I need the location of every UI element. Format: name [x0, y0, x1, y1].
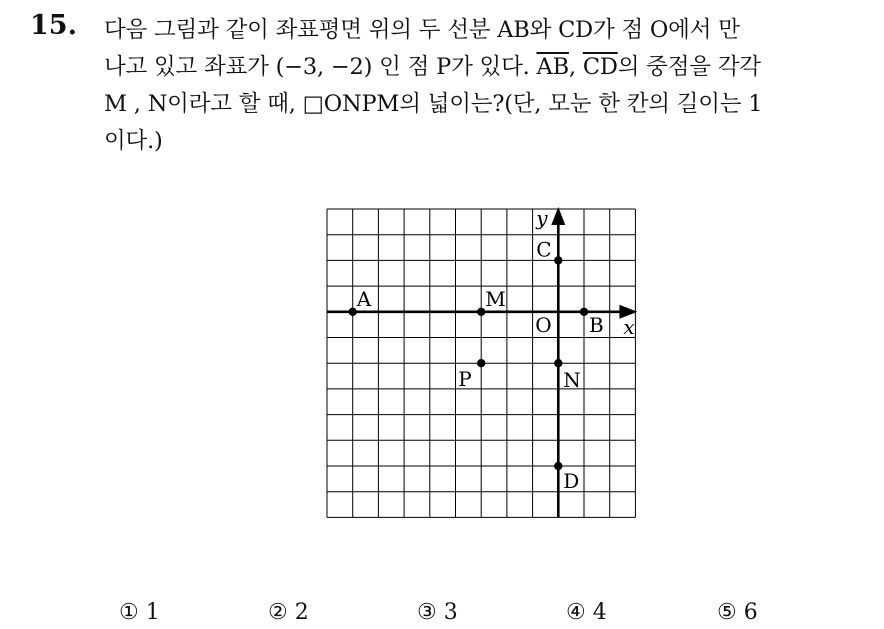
- choice-4-mark: ④: [566, 600, 586, 625]
- point-d-label: D: [563, 469, 580, 493]
- choice-4[interactable]: [566, 600, 607, 625]
- question-line-4: 이다.): [104, 128, 163, 154]
- point-n-dot: [554, 359, 562, 367]
- question-number: 15.: [30, 10, 77, 41]
- point-p-dot: [477, 359, 485, 367]
- choice-3-mark: ③: [417, 600, 437, 625]
- question-line-2-end: 의 중점을 각각: [617, 54, 761, 80]
- choice-2-value: 2: [294, 600, 309, 625]
- choice-1-mark: ①: [119, 600, 139, 625]
- point-a-dot: [349, 308, 357, 316]
- point-o-label: O: [535, 312, 552, 337]
- choice-4-value: 4: [592, 600, 607, 625]
- choice-5-mark: ⑤: [717, 600, 737, 625]
- choice-3-value: 3: [443, 600, 458, 625]
- choice-1-value: 1: [145, 600, 160, 625]
- choice-3[interactable]: [417, 600, 458, 625]
- question-line-1: 다음 그림과 같이 좌표평면 위의 두 선분 AB와 CD가 점 O에서 만: [104, 17, 740, 43]
- point-c-dot: [554, 256, 562, 264]
- y-axis-arrow: [551, 207, 565, 225]
- choice-1[interactable]: [119, 600, 160, 625]
- question-line-2-start: 나고 있고 좌표가 (−3, −2) 인 점 P가 있다.: [104, 54, 537, 80]
- choice-5-value: 6: [743, 600, 758, 625]
- segment-ab: $\overline{AB}$: [536, 54, 569, 80]
- point-m-dot: [477, 308, 485, 316]
- question-line-3: M , N이라고 할 때, □ONPM의 넓이는?(단, 모눈 한 칸의 길이는 1: [104, 91, 763, 117]
- point-m-label: M: [485, 286, 506, 311]
- point-n-label: N: [563, 368, 581, 393]
- point-b-dot: [580, 308, 588, 316]
- choice-2-mark: ②: [268, 600, 288, 625]
- choice-5[interactable]: [717, 600, 758, 625]
- point-c-label: C: [536, 237, 552, 262]
- segment-cd: $\overline{CD}$: [582, 54, 618, 80]
- point-a-label: A: [356, 286, 372, 311]
- x-axis-label: x: [623, 314, 635, 339]
- y-axis-label: y: [536, 206, 548, 230]
- choice-2[interactable]: [268, 600, 309, 625]
- point-p-label: P: [458, 367, 472, 392]
- point-labels: [356, 206, 635, 493]
- separator-comma: ,: [568, 54, 583, 80]
- point-b-label: B: [589, 312, 604, 337]
- point-d-dot: [554, 462, 562, 470]
